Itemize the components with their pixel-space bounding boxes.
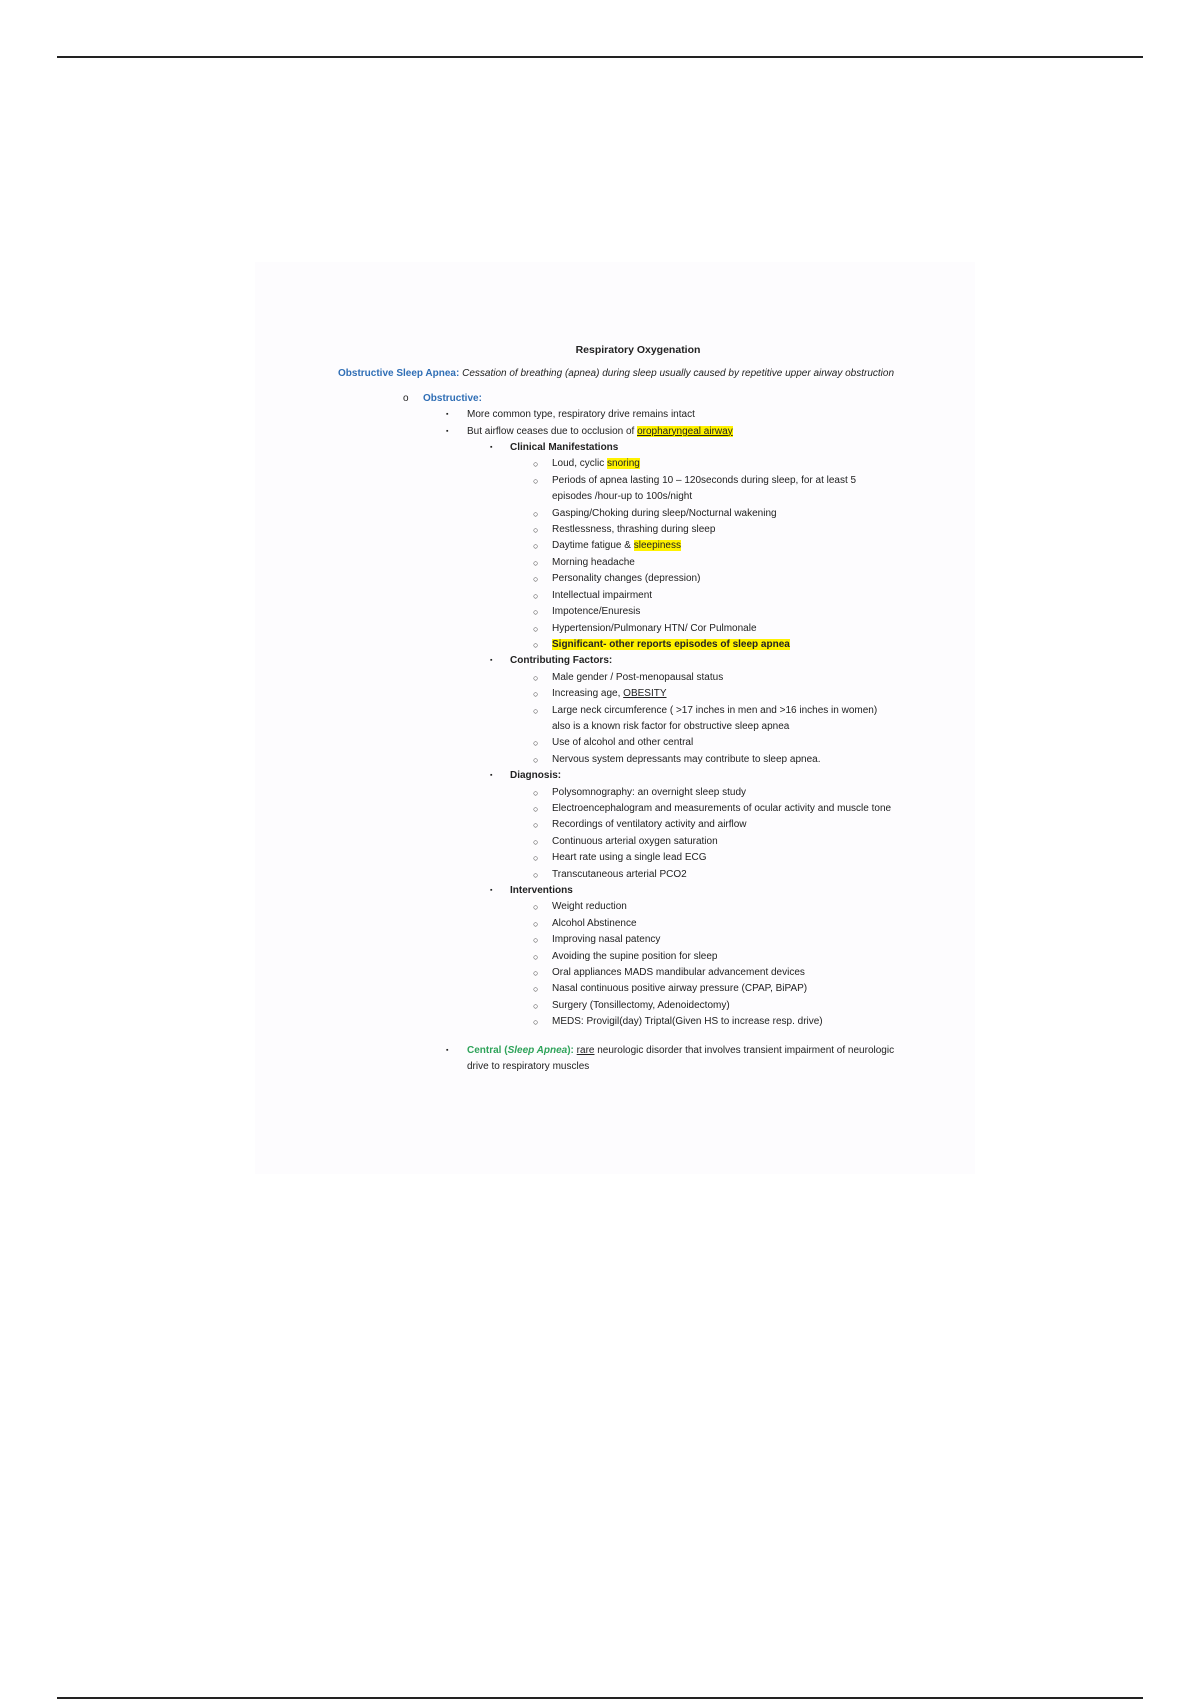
circle-bullet-icon: ○ bbox=[533, 607, 539, 618]
list-item bbox=[338, 965, 898, 981]
list-item bbox=[338, 506, 898, 522]
square-bullet-icon: ▪ bbox=[446, 411, 449, 419]
central-text: neurologic disorder that involves transient impairment of neurologic drive to respiratory muscles bbox=[467, 1044, 895, 1073]
circle-bullet-icon: ○ bbox=[533, 754, 539, 765]
central-sleep-apnea-item bbox=[338, 1043, 898, 1076]
list-item bbox=[338, 522, 898, 538]
section-heading-text: Contributing Factors: bbox=[510, 655, 613, 667]
underlined-text: OBESITY bbox=[623, 688, 667, 700]
list-item-text: Nervous system depressants may contribute to sleep apnea. bbox=[552, 753, 821, 765]
list-item bbox=[338, 932, 898, 948]
obstructive-heading bbox=[338, 391, 898, 407]
list-item-text: Oral appliances MADS mandibular advancement devices bbox=[552, 967, 805, 979]
circle-bullet-icon: ○ bbox=[533, 525, 539, 536]
list-item bbox=[338, 621, 898, 637]
list-item-text: Use of alcohol and other central bbox=[552, 737, 694, 749]
highlighted-text: snoring bbox=[607, 458, 640, 470]
list-item bbox=[338, 604, 898, 620]
obstructive-point-text: More common type, respiratory drive remains intact bbox=[467, 409, 695, 421]
header-rule bbox=[57, 56, 1143, 58]
intro-definition: Cessation of breathing (apnea) during sleep usually caused by repetitive upper airway obstruction bbox=[462, 368, 895, 380]
section-heading-contributing bbox=[338, 653, 898, 669]
circle-bullet-icon: ○ bbox=[533, 508, 539, 519]
list-item bbox=[338, 637, 898, 653]
circle-bullet-icon: ○ bbox=[533, 968, 539, 979]
list-item-text: Surgery (Tonsillectomy, Adenoidectomy) bbox=[552, 999, 730, 1011]
list-item-text: Weight reduction bbox=[552, 901, 627, 913]
list-item-text: Hypertension/Pulmonary HTN/ Cor Pulmonale bbox=[552, 622, 757, 634]
circle-bullet-icon: ○ bbox=[533, 672, 539, 683]
list-item bbox=[338, 473, 898, 506]
list-item bbox=[338, 588, 898, 604]
circle-bullet-icon: ○ bbox=[533, 935, 539, 946]
list-item bbox=[338, 949, 898, 965]
list-item-text: Avoiding the supine position for sleep bbox=[552, 950, 718, 962]
list-item bbox=[338, 686, 898, 702]
square-bullet-icon: ▪ bbox=[446, 427, 449, 435]
list-item-text: Male gender / Post-menopausal status bbox=[552, 671, 724, 683]
list-item bbox=[338, 899, 898, 915]
circle-bullet-icon: ○ bbox=[533, 639, 539, 650]
list-item bbox=[338, 538, 898, 554]
circle-bullet-icon: ○ bbox=[533, 902, 539, 913]
obstructive-point bbox=[338, 407, 898, 423]
section-heading-clinical bbox=[338, 440, 898, 456]
document-content bbox=[338, 342, 898, 1075]
list-item bbox=[338, 981, 898, 997]
list-item bbox=[338, 850, 898, 866]
list-item bbox=[338, 456, 898, 472]
list-item-text: MEDS: Provigil(day) Triptal(Given HS to increase resp. drive) bbox=[552, 1016, 823, 1028]
circle-bullet-icon: ○ bbox=[533, 1000, 539, 1011]
section-heading-text: Interventions bbox=[510, 885, 573, 896]
circle-bullet-icon: ○ bbox=[533, 557, 539, 568]
footer-rule bbox=[57, 1697, 1143, 1699]
square-bullet-icon: ▪ bbox=[490, 657, 493, 665]
list-item-text: Personality changes (depression) bbox=[552, 573, 701, 585]
section-heading-diagnosis bbox=[338, 768, 898, 784]
circle-bullet-icon: ○ bbox=[533, 738, 539, 749]
list-item bbox=[338, 752, 898, 768]
list-item-text: Increasing age, bbox=[552, 688, 624, 700]
list-item bbox=[338, 998, 898, 1014]
list-item bbox=[338, 817, 898, 833]
list-item-text: Transcutaneous arterial PCO2 bbox=[552, 868, 687, 880]
circle-bullet-icon: ○ bbox=[533, 1017, 539, 1028]
obstructive-point-text: But airflow ceases due to occlusion of bbox=[467, 425, 638, 437]
list-item bbox=[338, 785, 898, 801]
circle-bullet-icon: ○ bbox=[533, 541, 539, 552]
list-item-text: Continuous arterial oxygen saturation bbox=[552, 835, 718, 847]
circle-bullet-icon: ○ bbox=[533, 590, 539, 601]
list-item-text: Periods of apnea lasting 10 – 120seconds during sleep, for at least 5 episodes /hour-up to 100s/night bbox=[552, 474, 857, 503]
circle-bullet-icon: ○ bbox=[533, 475, 539, 486]
list-item-text: Morning headache bbox=[552, 556, 635, 568]
intro-term: Obstructive Sleep Apnea: bbox=[338, 368, 460, 380]
circle-bullet-icon: ○ bbox=[533, 984, 539, 995]
diagnosis-list bbox=[338, 785, 898, 883]
list-item-text: Heart rate using a single lead ECG bbox=[552, 852, 707, 864]
list-item-text: Nasal continuous positive airway pressure (CPAP, BiPAP) bbox=[552, 983, 808, 995]
list-item bbox=[338, 703, 898, 736]
spacer bbox=[338, 1031, 898, 1043]
list-item bbox=[338, 571, 898, 587]
list-item-text: Daytime fatigue & bbox=[552, 540, 634, 552]
list-item bbox=[338, 735, 898, 751]
document-title: Respiratory Oxygenation bbox=[575, 344, 701, 356]
circle-bullet-icon: ○ bbox=[533, 918, 539, 929]
list-item-text: Gasping/Choking during sleep/Nocturnal wakening bbox=[552, 507, 777, 519]
intro-paragraph bbox=[338, 366, 898, 382]
circle-bullet-icon: ○ bbox=[533, 574, 539, 585]
circle-bullet-icon: ○ bbox=[533, 459, 539, 470]
circle-bullet-icon: ○ bbox=[533, 705, 539, 716]
section-heading-text: Clinical Manifestations bbox=[510, 442, 619, 454]
circle-bullet-icon: ○ bbox=[533, 820, 539, 831]
list-item-text: Intellectual impairment bbox=[552, 589, 653, 601]
list-item-text: Electroencephalogram and measurements of ocular activity and muscle tone bbox=[552, 802, 892, 814]
square-bullet-icon: ▪ bbox=[490, 444, 493, 452]
clinical-list bbox=[338, 456, 898, 653]
list-item-text: Improving nasal patency bbox=[552, 934, 661, 946]
list-item-text: Alcohol Abstinence bbox=[552, 917, 637, 929]
obstructive-label: Obstructive: bbox=[423, 392, 482, 404]
circle-bullet-icon: ○ bbox=[533, 803, 539, 814]
section-heading-text: Diagnosis: bbox=[510, 770, 562, 782]
list-item bbox=[338, 670, 898, 686]
circle-bullet-icon: ○ bbox=[533, 787, 539, 798]
central-term: Central (Sleep Apnea): bbox=[467, 1044, 574, 1056]
list-item-text: Recordings of ventilatory activity and airflow bbox=[552, 819, 747, 831]
list-item bbox=[338, 555, 898, 571]
circle-bullet-icon: ○ bbox=[533, 836, 539, 847]
list-item-text: Impotence/Enuresis bbox=[552, 606, 641, 618]
list-item-text: Polysomnography: an overnight sleep study bbox=[552, 786, 747, 798]
obstructive-point bbox=[338, 424, 898, 440]
contributing-list bbox=[338, 670, 898, 768]
list-item bbox=[338, 1014, 898, 1030]
list-item bbox=[338, 916, 898, 932]
list-item bbox=[338, 834, 898, 850]
list-item-text: Loud, cyclic bbox=[552, 458, 608, 470]
interventions-list bbox=[338, 899, 898, 1030]
highlighted-term: oropharyngeal airway bbox=[637, 425, 733, 437]
circle-bullet-icon: o bbox=[403, 392, 409, 404]
square-bullet-icon: ▪ bbox=[490, 772, 493, 780]
list-item-text: Restlessness, thrashing during sleep bbox=[552, 524, 716, 536]
circle-bullet-icon: ○ bbox=[533, 853, 539, 864]
section-heading-interventions bbox=[338, 883, 898, 899]
circle-bullet-icon: ○ bbox=[533, 623, 539, 634]
circle-bullet-icon: ○ bbox=[533, 951, 539, 962]
central-rare: rare bbox=[576, 1044, 595, 1056]
list-item bbox=[338, 867, 898, 883]
list-item-text: Large neck circumference ( >17 inches in men and >16 inches in women) also is a known risk factor for obstructive sleep apnea bbox=[552, 704, 878, 732]
square-bullet-icon: ▪ bbox=[446, 1046, 449, 1054]
square-bullet-icon: ▪ bbox=[490, 887, 493, 894]
highlighted-text: Significant- other reports episodes of sleep apnea bbox=[552, 638, 790, 650]
circle-bullet-icon: ○ bbox=[533, 869, 539, 880]
circle-bullet-icon: ○ bbox=[533, 689, 539, 700]
list-item bbox=[338, 801, 898, 817]
highlighted-text: sleepiness bbox=[633, 540, 681, 552]
